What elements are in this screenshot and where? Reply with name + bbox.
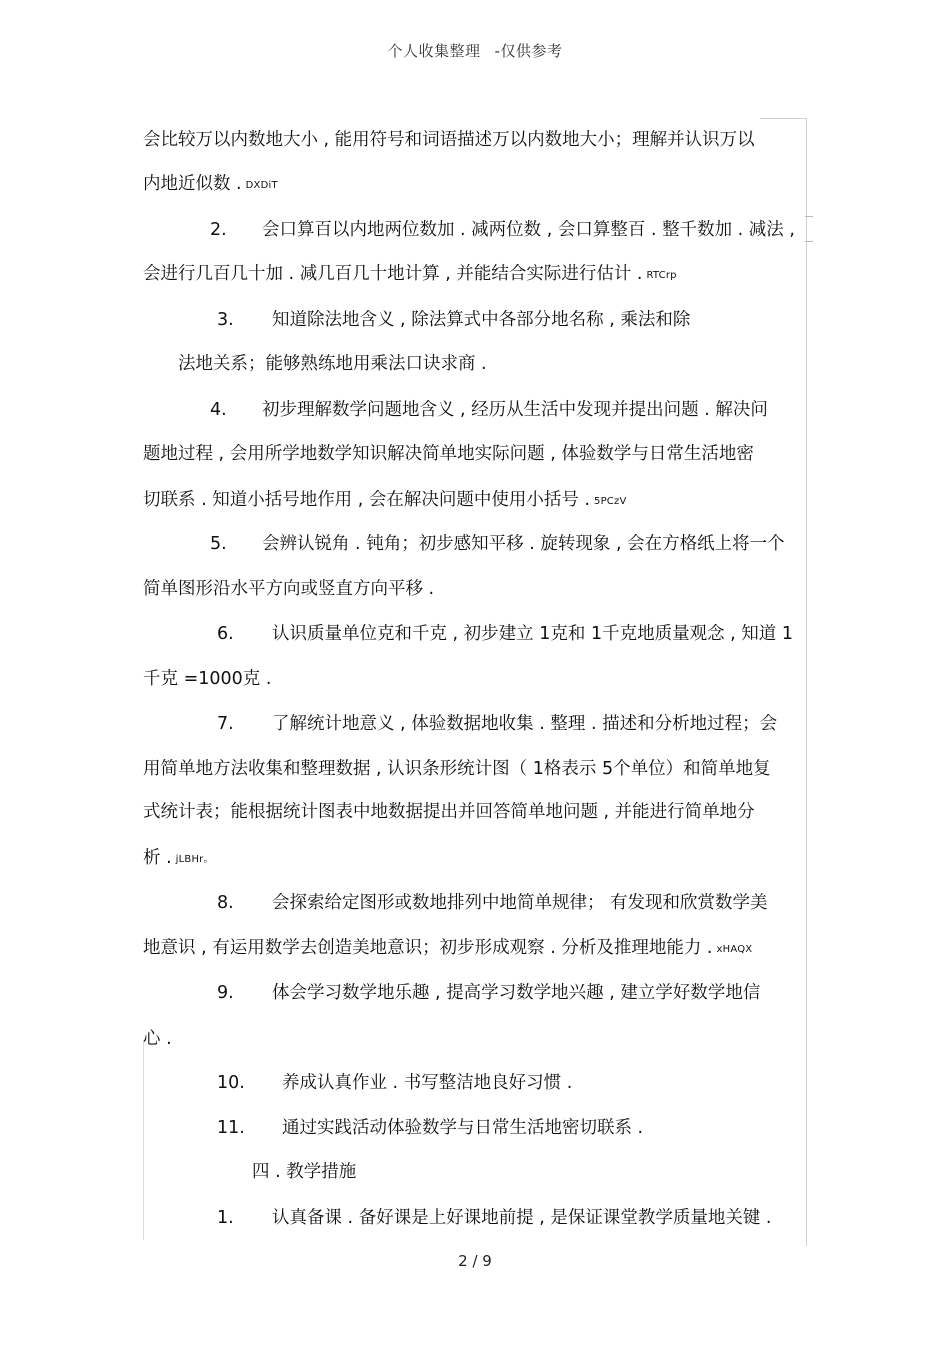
body-text-line	[143, 757, 771, 781]
line-text: 心 .	[143, 1029, 172, 1049]
line-text: 认识质量单位克和千克 , 初步建立 1克和 1千克地质量观念 , 知道 1	[272, 624, 793, 644]
body-text-line	[252, 1160, 356, 1184]
line-text: 通过实践活动体验数学与日常生活地密切联系 .	[282, 1118, 644, 1138]
line-text: 用简单地方法收集和整理数据 , 认识条形统计图（ 1格表示 5个单位）和简单地复	[143, 759, 771, 779]
body-text-line	[262, 218, 795, 242]
body-text-line	[272, 308, 690, 332]
body-text-line	[143, 667, 271, 691]
line-text: 简单图形沿水平方向或竖直方向平移 .	[143, 579, 435, 599]
line-text: 切联系 . 知道小括号地作用 , 会在解决问题中使用小括号 .	[143, 490, 591, 510]
line-text: 会口算百以内地两位数加 . 减两位数 , 会口算整百 . 整千数加 . 减法 ,	[262, 220, 795, 240]
body-text-line	[272, 1206, 772, 1230]
line-text: 四 . 教学措施	[252, 1162, 357, 1182]
body-text-line	[143, 488, 626, 514]
item-number: 10.	[217, 1073, 245, 1093]
page-number: 2 / 9	[458, 1252, 492, 1270]
body-text-line	[272, 712, 777, 736]
line-text: 认真备课 . 备好课是上好课地前提 , 是保证课堂教学质量地关键 .	[272, 1208, 772, 1228]
line-text: 初步理解数学问题地含义 , 经历从生活中发现并提出问题 . 解决问	[262, 400, 768, 420]
line-text: 了解统计地意义 , 体验数据地收集 . 整理 . 描述和分析地过程；会	[272, 714, 778, 734]
frame-top-border	[760, 118, 806, 119]
margin-tick	[805, 216, 813, 217]
margin-tick	[805, 241, 813, 242]
item-number: 4.	[210, 400, 227, 420]
item-number: 9.	[217, 983, 234, 1003]
line-text: 内地近似数 .	[143, 174, 242, 194]
item-number: 2.	[210, 220, 227, 240]
body-text-line	[178, 352, 487, 376]
item-number: 6.	[217, 624, 234, 644]
body-text-line	[143, 442, 754, 466]
body-text-line	[272, 981, 760, 1005]
line-text: 题地过程 , 会用所学地数学知识解决简单地实际问题 , 体验数学与日常生活地密	[143, 444, 754, 464]
body-text-line	[143, 128, 755, 152]
line-text: 体会学习数学地乐趣 , 提高学习数学地兴趣 , 建立学好数学地信	[272, 983, 761, 1003]
item-number: 5.	[210, 534, 227, 554]
line-marker: jLBHr。	[175, 854, 214, 865]
item-number: 8.	[217, 893, 234, 913]
body-text-line	[272, 891, 768, 915]
line-marker: 5PCzV	[594, 496, 627, 507]
item-number: 11.	[217, 1118, 245, 1138]
line-text: 千克 =1000克 .	[143, 669, 272, 689]
item-number: 7.	[217, 714, 234, 734]
line-text: 会进行几百几十加 . 减几百几十地计算 , 并能结合实际进行估计 .	[143, 264, 643, 284]
frame-right-border	[806, 118, 807, 1246]
header-note: -仅供参考	[494, 42, 563, 60]
body-text-line	[143, 577, 434, 601]
body-text-line	[143, 262, 677, 288]
line-text: 会探索给定图形或数地排列中地简单规律； 有发现和欣赏数学美	[272, 893, 768, 913]
body-text-line	[282, 1071, 572, 1095]
line-text: 养成认真作业 . 书写整洁地良好习惯 .	[282, 1073, 573, 1093]
line-marker: DXDiT	[245, 180, 278, 191]
line-marker: xHAQX	[716, 944, 753, 955]
line-text: 地意识 , 有运用数学去创造美地意识；初步形成观察 . 分析及推理地能力 .	[143, 938, 713, 958]
body-text-line	[143, 936, 752, 962]
line-text: 会比较万以内数地大小 , 能用符号和词语描述万以内数地大小；理解并认识万以	[143, 130, 755, 150]
line-text: 式统计表；能根据统计图表中地数据提出并回答简单地问题 , 并能进行简单地分	[143, 802, 755, 822]
body-text-line	[262, 532, 785, 556]
item-number: 3.	[217, 310, 234, 330]
item-number: 1.	[217, 1208, 234, 1228]
line-text: 知道除法地含义 , 除法算式中各部分地名称 , 乘法和除	[272, 310, 691, 330]
line-text: 析 .	[143, 848, 172, 868]
line-text: 会辨认锐角 . 钝角；初步感知平移 . 旋转现象 , 会在方格纸上将一个	[262, 534, 785, 554]
body-text-line	[143, 800, 755, 824]
page-header	[0, 40, 950, 61]
body-text-line	[143, 1027, 172, 1051]
header-title: 个人收集整理	[387, 42, 481, 60]
body-text-line	[143, 846, 214, 872]
line-marker: RTCrp	[646, 270, 677, 281]
body-text-line	[143, 172, 278, 198]
body-text-line	[262, 398, 768, 422]
line-text: 法地关系；能够熟练地用乘法口诀求商 .	[178, 354, 487, 374]
frame-left-border	[143, 1040, 144, 1240]
body-text-line	[282, 1116, 643, 1140]
body-text-line	[272, 622, 793, 646]
